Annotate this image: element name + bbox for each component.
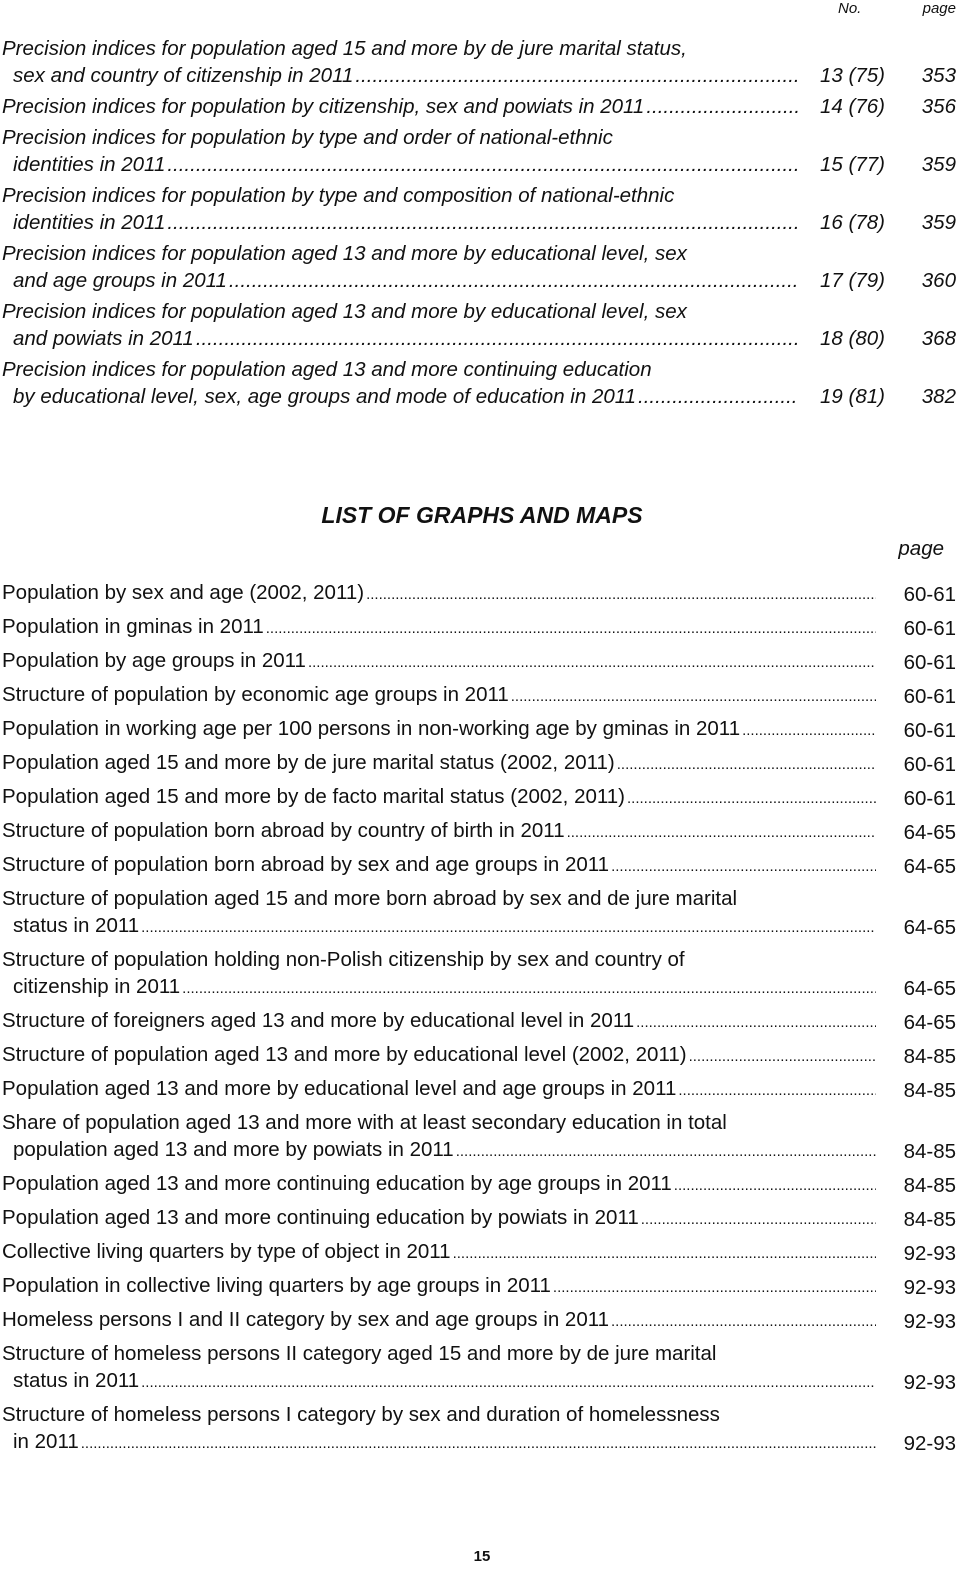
page-number: 15 <box>473 1548 491 1565</box>
graph-entry-title-line: Structure of population aged 13 and more by educational level (2002, 2011) <box>2 1043 687 1066</box>
table-page: 356 <box>921 95 956 118</box>
table-entry <box>0 35 960 89</box>
graph-entry-last-line <box>0 851 876 880</box>
graph-entry-title-line: Population in working age per 100 persons in non-working age by gminas in 2011 <box>2 717 741 740</box>
column-header-no: No. <box>838 0 862 17</box>
graph-entry-last-line <box>0 647 876 676</box>
graph-entry <box>0 749 960 778</box>
graph-page: 60-61 <box>903 583 956 606</box>
table-number: 16 (78) <box>820 211 885 234</box>
table-number: 13 (75) <box>820 64 885 87</box>
table-entry-last-line <box>0 383 797 410</box>
graph-page: 64-65 <box>903 916 956 939</box>
dot-leader <box>167 209 797 236</box>
table-entry-title-line: and powiats in 2011 <box>13 327 194 350</box>
dot-leader <box>141 914 876 941</box>
graph-page: 60-61 <box>903 651 956 674</box>
graph-entry-last-line <box>0 1238 876 1267</box>
dot-leader <box>742 717 876 744</box>
graph-page: 84-85 <box>903 1045 956 1068</box>
dot-leader <box>674 1172 876 1199</box>
column-header <box>0 0 960 20</box>
graph-entry-title-line: Population in collective living quarters by age groups in 2011 <box>2 1274 551 1297</box>
graph-entry-last-line <box>0 1075 876 1104</box>
table-entry-last-line <box>0 93 800 120</box>
graph-page: 84-85 <box>903 1079 956 1102</box>
table-entry-title-line: Precision indices for population by type and composition of national-ethnic <box>2 184 675 207</box>
table-entry-title-line: Precision indices for population by type and order of national-ethnic <box>2 126 613 149</box>
column-header-page: page <box>922 0 956 17</box>
graph-entry <box>0 1272 960 1301</box>
graph-entry-title-line: Structure of foreigners aged 13 and more by educational level in 2011 <box>2 1009 635 1032</box>
graph-page: 64-65 <box>903 977 956 1000</box>
graph-entry-last-line <box>0 715 876 744</box>
table-entry <box>0 356 960 410</box>
table-entry-last-line <box>0 62 797 89</box>
graph-page: 60-61 <box>903 617 956 640</box>
graph-entry-title-line: Share of population aged 13 and more with at least secondary education in total <box>2 1111 727 1134</box>
graph-entry-title-line: Homeless persons I and II category by sex and age groups in 2011 <box>2 1308 610 1331</box>
graph-entry <box>0 1204 960 1233</box>
graph-entry <box>0 1238 960 1267</box>
graph-entry-last-line <box>0 681 876 710</box>
graph-entry-last-line <box>0 1367 876 1396</box>
table-entry-title-line: sex and country of citizenship in 2011 <box>13 64 354 87</box>
graph-entry-title-line: Population by sex and age (2002, 2011) <box>2 581 365 604</box>
graph-entry-title-line: Structure of population born abroad by sex and age groups in 2011 <box>2 853 610 876</box>
graph-page: 64-65 <box>903 821 956 844</box>
dot-leader <box>196 325 797 352</box>
graph-page: 84-85 <box>903 1140 956 1163</box>
table-entry-last-line <box>0 209 797 236</box>
graph-entry <box>0 946 960 1002</box>
graph-entry <box>0 817 960 846</box>
table-entry-title-line: Precision indices for population by citizenship, sex and powiats in 2011 <box>2 95 645 118</box>
dot-leader <box>511 683 876 710</box>
graphs-list <box>0 579 960 1462</box>
graphs-page-label: page <box>898 537 944 560</box>
graph-entry-last-line <box>0 749 876 778</box>
graph-entry <box>0 613 960 642</box>
table-entry-title-line: Precision indices for population aged 15 and more by de jure marital status, <box>2 37 687 60</box>
table-entry-last-line <box>0 267 797 294</box>
table-entry <box>0 182 960 236</box>
graph-entry-last-line <box>0 1272 876 1301</box>
table-entry <box>0 298 960 352</box>
dot-leader <box>567 819 876 846</box>
graph-entry-title-line: Structure of population born abroad by country of birth in 2011 <box>2 819 565 842</box>
dot-leader <box>355 62 797 89</box>
table-number: 19 (81) <box>820 385 885 408</box>
graph-entry-last-line <box>0 1136 876 1165</box>
table-page: 353 <box>921 64 956 87</box>
graph-entry-title-line: Collective living quarters by type of object in 2011 <box>2 1240 451 1263</box>
graph-entry-last-line <box>0 613 876 642</box>
graph-entry-title-line: Structure of population aged 15 and more born abroad by sex and de jure marital <box>2 887 738 910</box>
graph-entry-last-line <box>0 579 876 608</box>
dot-leader <box>689 1043 876 1070</box>
graph-entry-last-line <box>0 783 876 812</box>
graph-entry-title-line: Population aged 15 and more by de facto marital status (2002, 2011) <box>2 785 625 808</box>
graph-entry-last-line <box>0 1007 876 1036</box>
table-page: 359 <box>921 211 956 234</box>
dot-leader <box>182 975 876 1002</box>
graph-entry-title-line: Structure of homeless persons II category aged 15 and more by de jure marital <box>2 1342 717 1365</box>
graph-page: 92-93 <box>903 1276 956 1299</box>
graph-entry-title-line: population aged 13 and more by powiats in 2011 <box>13 1138 454 1161</box>
dot-leader <box>646 93 800 120</box>
tables-list <box>0 35 960 414</box>
graph-entry <box>0 647 960 676</box>
table-entry-title-line: Precision indices for population aged 13 and more continuing education <box>2 358 652 381</box>
graph-entry-title-line: Structure of population holding non-Polish citizenship by sex and country of <box>2 948 685 971</box>
dot-leader <box>611 1308 876 1335</box>
graph-entry <box>0 1007 960 1036</box>
dot-leader <box>141 1369 876 1396</box>
dot-leader <box>627 785 876 812</box>
table-entry-title-line: Precision indices for population aged 13 and more by educational level, sex <box>2 300 687 323</box>
table-entry-last-line <box>0 325 797 352</box>
graph-entry-title-line: Structure of homeless persons I category by sex and duration of homelessness <box>2 1403 720 1426</box>
dot-leader <box>638 383 797 410</box>
graph-entry-last-line <box>0 1306 876 1335</box>
dot-leader <box>366 581 876 608</box>
dot-leader <box>453 1240 876 1267</box>
graph-entry-title-line: Population aged 13 and more continuing education by powiats in 2011 <box>2 1206 639 1229</box>
graph-entry-last-line <box>0 1204 876 1233</box>
graph-entry-title-line: in 2011 <box>13 1430 79 1453</box>
graph-entry <box>0 715 960 744</box>
graph-entry-title-line: Population aged 13 and more by educational level and age groups in 2011 <box>2 1077 677 1100</box>
table-entry <box>0 93 960 120</box>
table-number: 15 (77) <box>820 153 885 176</box>
graph-entry-title-line: Population aged 13 and more continuing education by age groups in 2011 <box>2 1172 672 1195</box>
table-entry <box>0 240 960 294</box>
dot-leader <box>308 649 876 676</box>
graph-entry-last-line <box>0 1041 876 1070</box>
graph-entry <box>0 681 960 710</box>
graph-entry <box>0 1401 960 1457</box>
graph-entry-title-line: citizenship in 2011 <box>13 975 181 998</box>
graph-entry <box>0 783 960 812</box>
table-page: 382 <box>921 385 956 408</box>
graph-page: 64-65 <box>903 855 956 878</box>
dot-leader <box>229 267 797 294</box>
graph-entry <box>0 1340 960 1396</box>
dot-leader <box>553 1274 876 1301</box>
table-number: 17 (79) <box>820 269 885 292</box>
graph-page: 84-85 <box>903 1174 956 1197</box>
graph-entry-title-line: Population aged 15 and more by de jure marital status (2002, 2011) <box>2 751 615 774</box>
graph-entry <box>0 1109 960 1165</box>
table-page: 359 <box>921 153 956 176</box>
table-entry-title-line: by educational level, sex, age groups and mode of education in 2011 <box>13 385 637 408</box>
table-entry-title-line: identities in 2011 <box>13 211 166 234</box>
graph-entry-title-line: Structure of population by economic age groups in 2011 <box>2 683 509 706</box>
graph-entry <box>0 1041 960 1070</box>
graph-page: 60-61 <box>903 787 956 810</box>
table-entry-title-line: identities in 2011 <box>13 153 166 176</box>
graph-page: 92-93 <box>903 1310 956 1333</box>
graph-entry-last-line <box>0 973 876 1002</box>
graph-entry-title-line: status in 2011 <box>13 1369 140 1392</box>
graph-entry-last-line <box>0 1428 876 1457</box>
section-title: LIST OF GRAPHS AND MAPS <box>321 502 643 528</box>
graph-entry <box>0 579 960 608</box>
dot-leader <box>636 1009 876 1036</box>
graph-page: 84-85 <box>903 1208 956 1231</box>
dot-leader <box>266 615 876 642</box>
table-entry-last-line <box>0 151 797 178</box>
graph-entry <box>0 1306 960 1335</box>
dot-leader <box>611 853 876 880</box>
graph-entry-last-line <box>0 1170 876 1199</box>
graph-entry-last-line <box>0 912 876 941</box>
graph-page: 60-61 <box>903 719 956 742</box>
table-number: 14 (76) <box>820 95 885 118</box>
graph-page: 92-93 <box>903 1432 956 1455</box>
graph-entry-last-line <box>0 817 876 846</box>
graph-entry <box>0 885 960 941</box>
dot-leader <box>456 1138 876 1165</box>
graph-entry <box>0 851 960 880</box>
table-entry-title-line: and age groups in 2011 <box>13 269 227 292</box>
graph-page: 60-61 <box>903 753 956 776</box>
table-entry-title-line: Precision indices for population aged 13 and more by educational level, sex <box>2 242 687 265</box>
graph-page: 60-61 <box>903 685 956 708</box>
graph-entry-title-line: status in 2011 <box>13 914 140 937</box>
graph-page: 92-93 <box>903 1242 956 1265</box>
dot-leader <box>641 1206 876 1233</box>
graph-entry <box>0 1170 960 1199</box>
dot-leader <box>617 751 876 778</box>
graph-entry <box>0 1075 960 1104</box>
table-entry <box>0 124 960 178</box>
graph-entry-title-line: Population by age groups in 2011 <box>2 649 306 672</box>
graph-entry-title-line: Population in gminas in 2011 <box>2 615 264 638</box>
dot-leader <box>678 1077 876 1104</box>
dot-leader <box>81 1430 876 1457</box>
table-page: 360 <box>921 269 956 292</box>
dot-leader <box>167 151 797 178</box>
table-page: 368 <box>921 327 956 350</box>
graph-page: 64-65 <box>903 1011 956 1034</box>
table-number: 18 (80) <box>820 327 885 350</box>
graph-page: 92-93 <box>903 1371 956 1394</box>
